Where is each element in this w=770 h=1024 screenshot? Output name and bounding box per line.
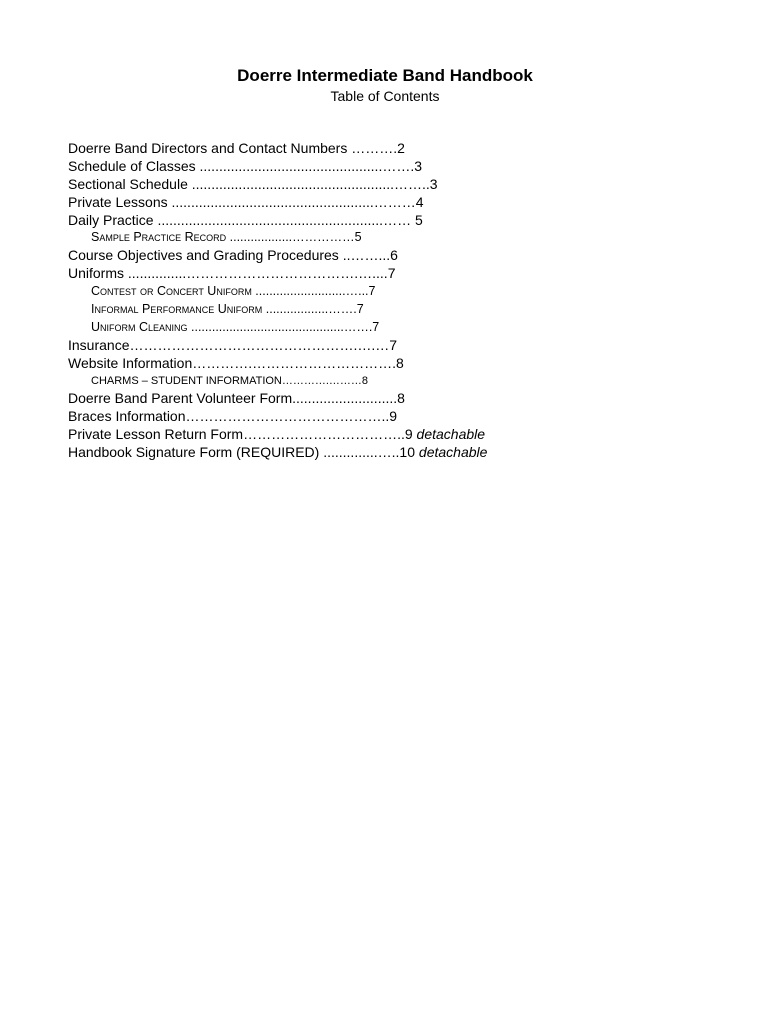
- toc-entry-band-directors: Doerre Band Directors and Contact Numbers ……….2: [68, 140, 405, 156]
- toc-subentry-contest-uniform: Contest or Concert Uniform ..........................…...7: [91, 284, 376, 299]
- toc-subentry-informal-uniform: Informal Performance Uniform ..................…….7: [91, 302, 364, 317]
- toc-entry-sectional-schedule: Sectional Schedule ....................................................……..3: [68, 175, 438, 192]
- document-subtitle: Table of Contents: [330, 88, 440, 104]
- toc-entry-handbook-signature-form: Handbook Signature Form (REQUIRED) ..............…..10 detachable: [68, 444, 488, 461]
- toc-entry-uniforms: Uniforms ...............……………………………….…....7: [68, 265, 396, 282]
- table-of-contents: [68, 139, 718, 461]
- toc-subentry-charms: CHARMS – STUDENT INFORMATION………….………8: [91, 374, 369, 387]
- detachable-note: detachable: [412, 426, 486, 443]
- toc-entry-insurance: Insurance………………………………………….….…7: [68, 336, 398, 353]
- toc-subentry-sample-practice-record: Sample Practice Record ..................……………5: [91, 230, 362, 245]
- toc-entry-private-lesson-return-form: Private Lesson Return Form……………………………..9 detachable: [68, 426, 486, 443]
- toc-entry-parent-volunteer-form: Doerre Band Parent Volunteer Form...........................8: [68, 390, 405, 407]
- detachable-note: detachable: [415, 444, 488, 461]
- toc-subentry-uniform-cleaning: Uniform Cleaning ............................................…….7: [91, 319, 380, 334]
- toc-entry-course-objectives: Course Objectives and Grading Procedures ..……...6: [68, 247, 398, 264]
- toc-entry-daily-practice: Daily Practice ..........................................................…… 5: [68, 211, 423, 228]
- toc-entry-website-information: Website Information………….………………………….8: [68, 354, 404, 371]
- toc-entry-braces-information: Braces Information……………………………………..9: [68, 408, 398, 425]
- toc-entry-schedule-of-classes: Schedule of Classes ...............................................…….3: [68, 157, 423, 174]
- document-title: Doerre Intermediate Band Handbook: [237, 66, 533, 85]
- toc-entry-private-lessons: Private Lessons ....................................................………4: [68, 193, 424, 210]
